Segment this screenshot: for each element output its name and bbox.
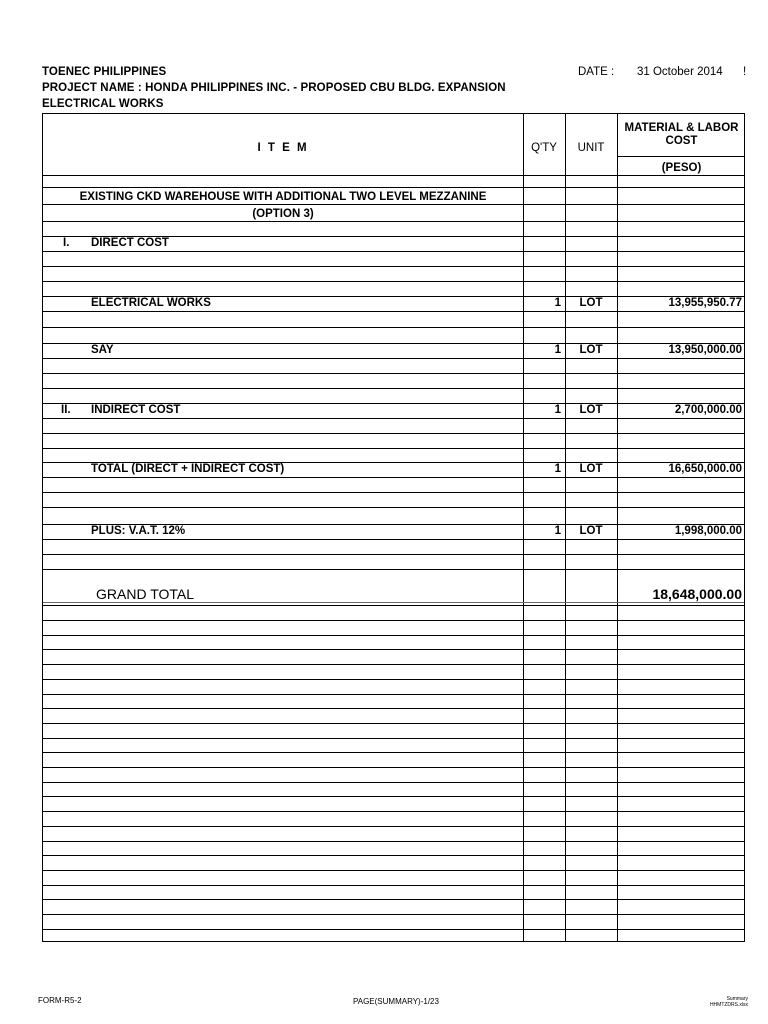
- grid-row-line: [43, 929, 744, 930]
- total-label: TOTAL (DIRECT + INDIRECT COST): [91, 463, 285, 475]
- vat-cost: 1,998,000.00: [674, 525, 742, 537]
- indirect-cost-number: II.: [61, 404, 71, 416]
- grid-row-line: [43, 187, 744, 188]
- grid-row-line: [43, 311, 744, 312]
- indirect-cost-unit: LOT: [579, 404, 603, 416]
- vat-qty: 1: [554, 525, 561, 537]
- grid-row-line: [43, 899, 744, 900]
- grid-row-line: [43, 796, 744, 797]
- column-header-cost-line2: COST: [665, 135, 698, 147]
- grid-row-line: [43, 855, 744, 856]
- company-name: TOENEC PHILIPPINES: [42, 66, 167, 78]
- grid-row-line: [43, 373, 744, 374]
- grid-row-line: [43, 554, 744, 555]
- column-header-item: I T E M: [257, 142, 309, 154]
- total-cost: 16,650,000.00: [668, 463, 742, 475]
- project-name: PROJECT NAME : HONDA PHILIPPINES INC. - PROPOSED CBU BLDG. EXPANSION: [42, 82, 506, 94]
- column-header-qty: Q'TY: [531, 142, 557, 154]
- grid-row-line: [43, 602, 744, 603]
- file-reference-line1: Summary: [726, 996, 748, 1002]
- say-unit: LOT: [579, 344, 603, 356]
- grid-row-line: [43, 539, 744, 540]
- column-header-unit: UNIT: [577, 142, 605, 154]
- electrical-works-cost: 13,955,950.77: [668, 297, 742, 309]
- say-qty: 1: [554, 344, 561, 356]
- electrical-works-qty: 1: [554, 297, 561, 309]
- indirect-cost-amount: 2,700,000.00: [674, 404, 742, 416]
- direct-cost-label: DIRECT COST: [91, 237, 169, 249]
- grid-row-line: [43, 723, 744, 724]
- grid-row-line: [43, 492, 744, 493]
- total-qty: 1: [554, 463, 561, 475]
- grid-row-line: [43, 649, 744, 650]
- grid-row-line: [43, 266, 744, 267]
- say-cost: 13,950,000.00: [668, 344, 742, 356]
- vat-label: PLUS: V.A.T. 12%: [91, 525, 186, 537]
- grid-row-line: [43, 569, 744, 570]
- say-label: SAY: [91, 344, 114, 356]
- header-divider: [617, 156, 744, 157]
- grid-row-line: [43, 281, 744, 282]
- grid-row-line: [43, 448, 744, 449]
- date-value: 31 October 2014: [637, 66, 723, 78]
- grid-row-line: [43, 752, 744, 753]
- grid-row-line: [43, 885, 744, 886]
- page-number: PAGE(SUMMARY)-1/23: [353, 997, 439, 1006]
- grid-row-line: [43, 635, 744, 636]
- grid-row-line: [43, 870, 744, 871]
- grid-row-line: [43, 418, 744, 419]
- electrical-works-label: ELECTRICAL WORKS: [91, 297, 211, 309]
- file-reference-line2: HHMTZDRS.xlsx: [709, 1002, 748, 1008]
- grid-row-line: [43, 826, 744, 827]
- grid-row-line: [43, 738, 744, 739]
- section-title-line2: (OPTION 3): [252, 208, 314, 220]
- date-mark: !: [743, 66, 747, 78]
- column-header-cost-line1: MATERIAL & LABOR: [624, 122, 739, 134]
- scope-title: ELECTRICAL WORKS: [42, 98, 164, 110]
- indirect-cost-label: INDIRECT COST: [91, 404, 181, 416]
- grid-row-line: [43, 782, 744, 783]
- grid-row-line: [43, 221, 744, 222]
- grid-row-line: [43, 605, 744, 606]
- grid-row-line: [43, 251, 744, 252]
- grid-row-line: [43, 664, 744, 665]
- vat-unit: LOT: [579, 525, 603, 537]
- grid-row-line: [43, 433, 744, 434]
- date-label: DATE :: [578, 66, 615, 78]
- grid-row-line: [43, 914, 744, 915]
- grid-row-line: [43, 767, 744, 768]
- direct-cost-number: I.: [63, 237, 70, 249]
- grid-row-line: [43, 477, 744, 478]
- column-header-currency: (PESO): [661, 162, 702, 174]
- header-bottom-line: [43, 175, 744, 176]
- indirect-cost-qty: 1: [554, 404, 561, 416]
- grid-row-line: [43, 679, 744, 680]
- grand-total-cost: 18,648,000.00: [652, 586, 742, 602]
- grid-row-line: [43, 811, 744, 812]
- grid-row-line: [43, 507, 744, 508]
- grid-row-line: [43, 841, 744, 842]
- grid-row-line: [43, 694, 744, 695]
- grand-total-label: GRAND TOTAL: [96, 586, 195, 602]
- grid-row-line: [43, 388, 744, 389]
- electrical-works-unit: LOT: [579, 297, 603, 309]
- grid-row-line: [43, 327, 744, 328]
- section-title-line1: EXISTING CKD WAREHOUSE WITH ADDITIONAL TWO LEVEL MEZZANINE: [79, 191, 487, 203]
- grid-row-line: [43, 358, 744, 359]
- cost-summary-table: [42, 113, 745, 942]
- grid-row-line: [43, 204, 744, 205]
- form-number: FORM-R5-2: [38, 996, 82, 1005]
- total-unit: LOT: [579, 463, 603, 475]
- grid-row-line: [43, 708, 744, 709]
- grid-row-line: [43, 620, 744, 621]
